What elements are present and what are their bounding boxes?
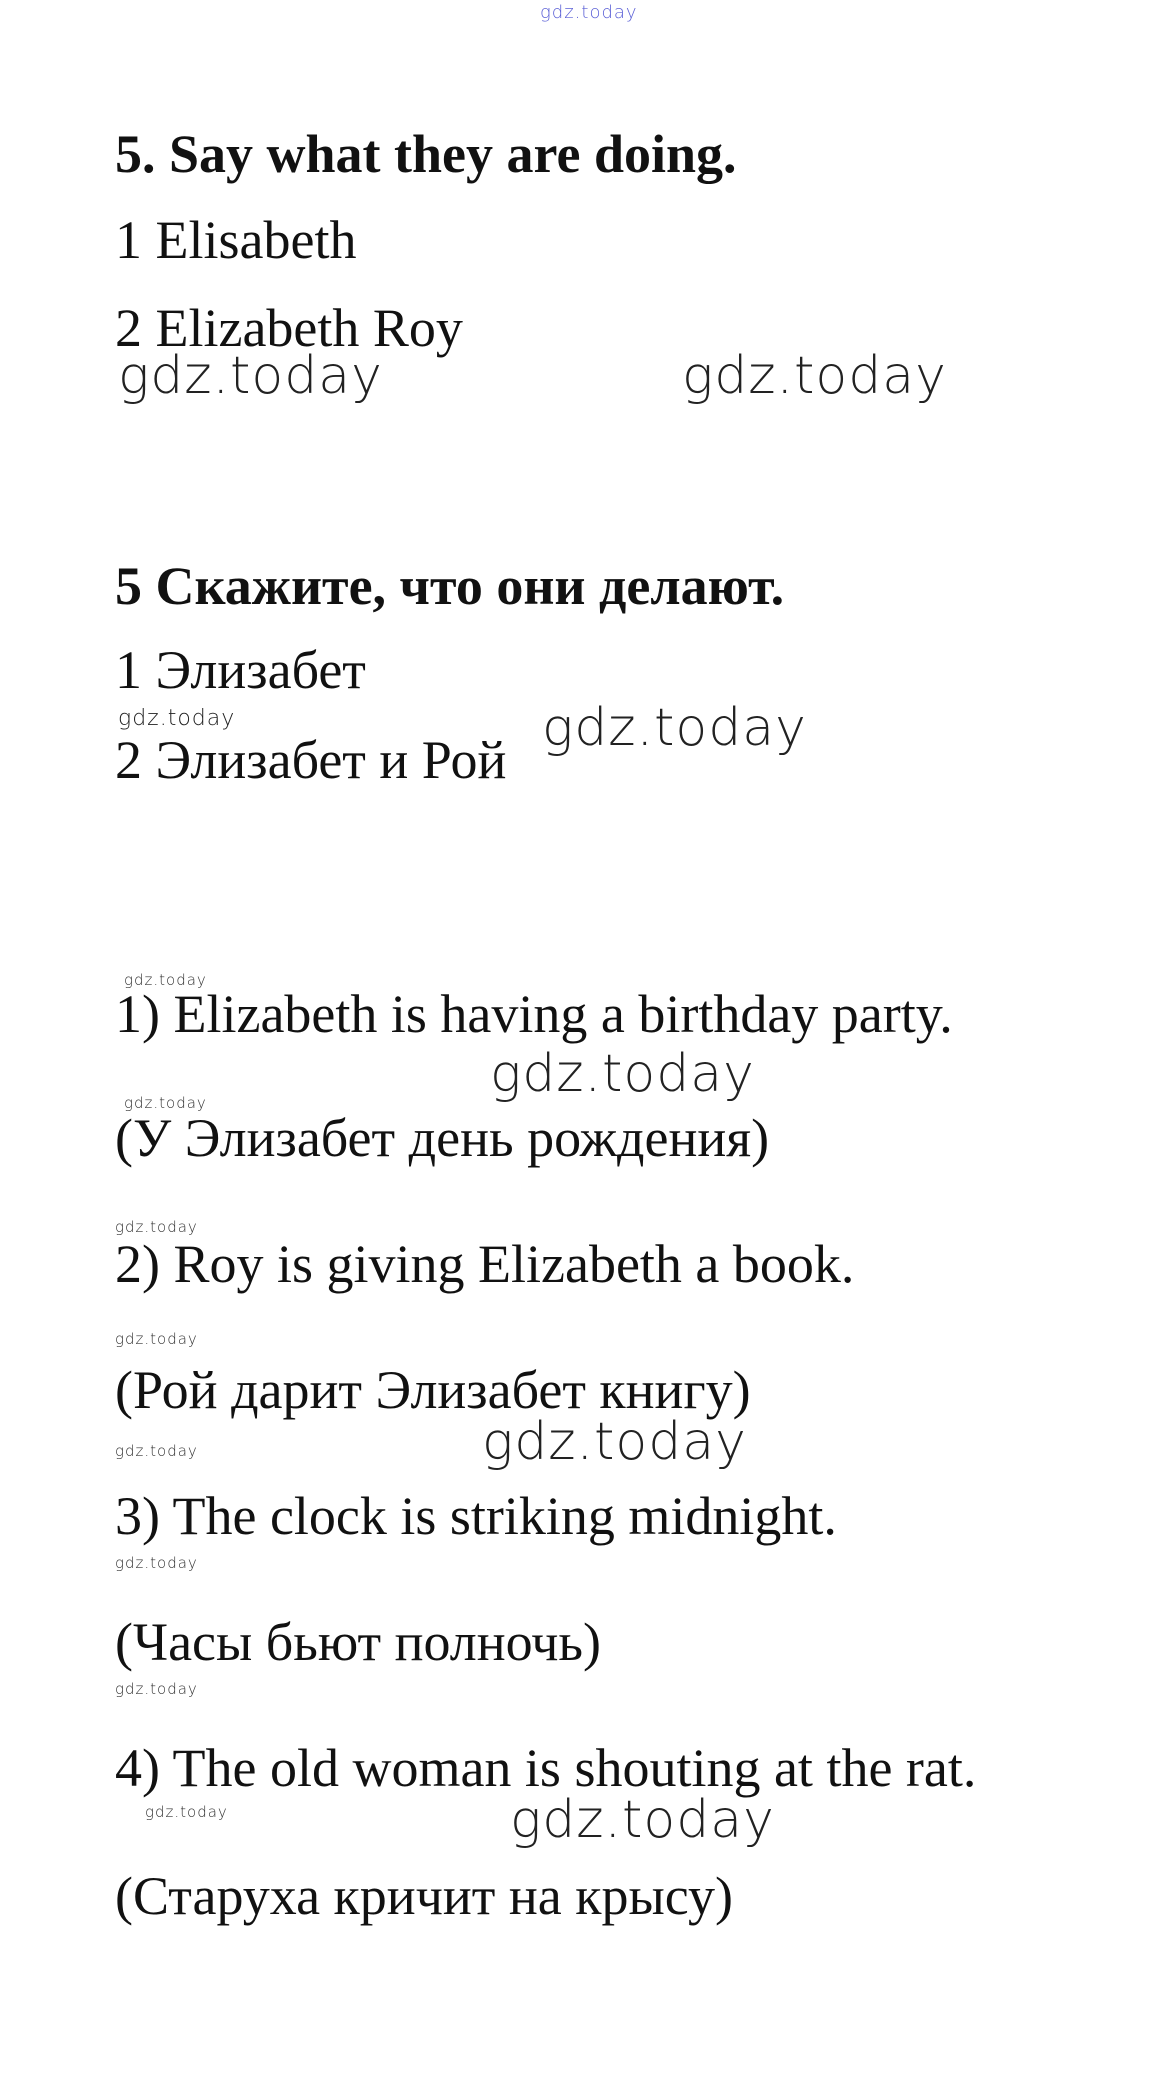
exercise-heading-english: 5. Say what they are doing. bbox=[115, 124, 737, 184]
watermark: gdz.today bbox=[510, 1790, 775, 1850]
watermark: gdz.today bbox=[124, 1094, 207, 1112]
watermark: gdz.today bbox=[115, 1680, 198, 1698]
watermark: gdz.today bbox=[482, 1412, 747, 1472]
answer-2-english: 2) Roy is giving Elizabeth a book. bbox=[115, 1234, 855, 1294]
watermark: gdz.today bbox=[124, 971, 207, 989]
russian-item-2: 2 Элизабет и Рой bbox=[115, 730, 507, 790]
answer-1-english: 1) Elizabeth is having a birthday party. bbox=[115, 984, 953, 1044]
watermark: gdz.today bbox=[682, 346, 947, 406]
top-watermark: gdz.today bbox=[540, 2, 638, 23]
watermark: gdz.today bbox=[118, 346, 383, 406]
watermark: gdz.today bbox=[115, 1442, 198, 1460]
answer-3-russian: (Часы бьют полночь) bbox=[115, 1612, 602, 1672]
watermark: gdz.today bbox=[542, 698, 807, 758]
watermark: gdz.today bbox=[115, 1330, 198, 1348]
answer-1-russian: (У Элизабет день рождения) bbox=[115, 1108, 770, 1168]
watermark: gdz.today bbox=[118, 706, 236, 731]
english-item-2: 2 Elizabeth Roy bbox=[115, 298, 463, 358]
russian-item-1: 1 Элизабет bbox=[115, 640, 366, 700]
watermark: gdz.today bbox=[145, 1803, 228, 1821]
answer-3-english: 3) The clock is striking midnight. bbox=[115, 1486, 837, 1546]
watermark: gdz.today bbox=[490, 1044, 755, 1104]
watermark: gdz.today bbox=[115, 1554, 198, 1572]
answer-4-russian: (Старуха кричит на крысу) bbox=[115, 1866, 733, 1926]
english-item-1: 1 Elisabeth bbox=[115, 210, 357, 270]
watermark: gdz.today bbox=[115, 1218, 198, 1236]
answer-4-english: 4) The old woman is shouting at the rat. bbox=[115, 1738, 977, 1798]
exercise-heading-russian: 5 Скажите, что они делают. bbox=[115, 556, 785, 616]
answer-2-russian: (Рой дарит Элизабет книгу) bbox=[115, 1360, 751, 1420]
